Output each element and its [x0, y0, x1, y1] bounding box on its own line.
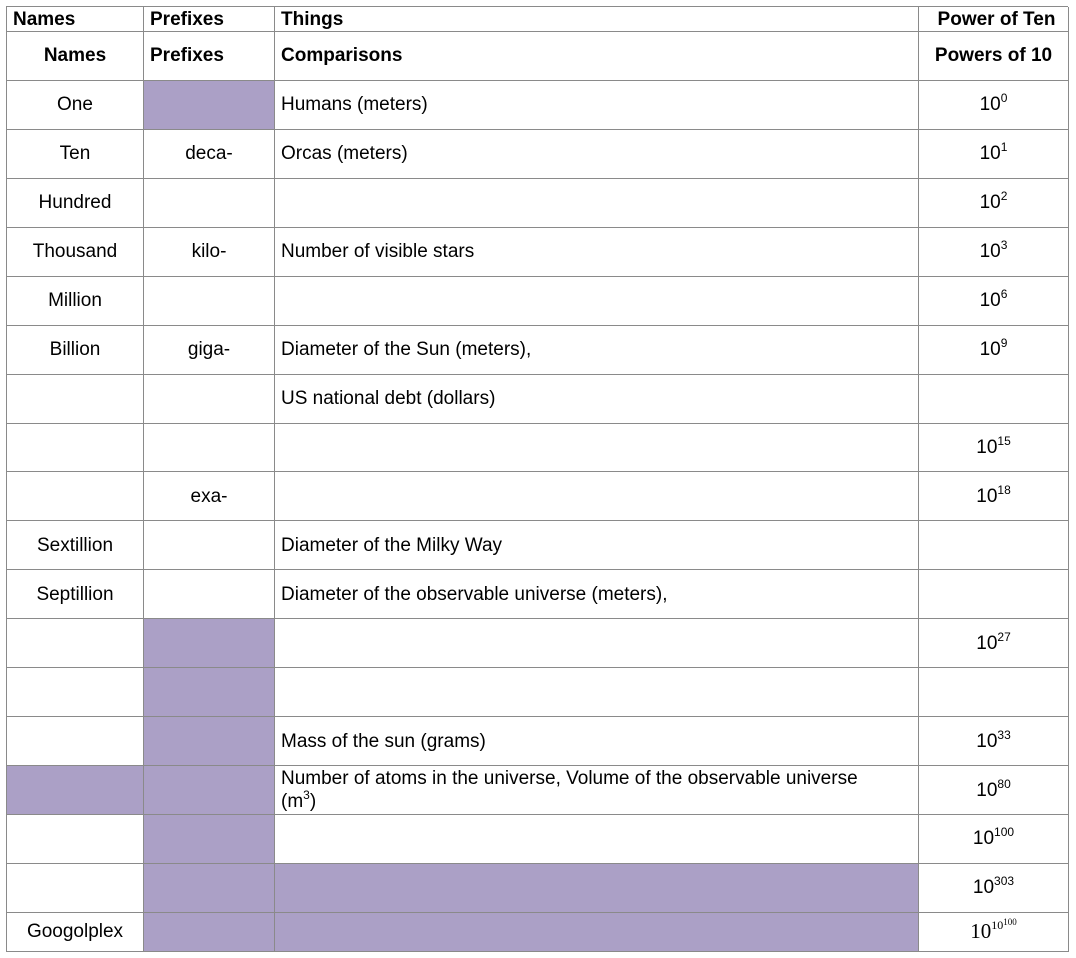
row-power: 10 $^3$: [919, 228, 1069, 277]
row-prefix: [144, 570, 275, 619]
row-name: [7, 472, 144, 521]
row-prefix: [144, 277, 275, 326]
row-thing: Number of visible stars: [275, 228, 919, 277]
powers-of-ten-table: [6, 6, 1068, 952]
header-names: Names: [7, 32, 144, 81]
row-thing: Diameter of the observable universe (meters),: [275, 570, 919, 619]
row-thing: Mass of the sun (grams): [275, 717, 919, 766]
row-power: 10 $^{18}$: [919, 472, 1069, 521]
row-power: [919, 375, 1069, 424]
row-power: 10 $^{27}$: [919, 619, 1069, 668]
row-thing: [275, 864, 919, 913]
row-name: One: [7, 81, 144, 130]
row-name: Hundred: [7, 179, 144, 228]
row-power: 10 $^2$: [919, 179, 1069, 228]
row-thing: [275, 472, 919, 521]
row-power: 10 $^{10^{100}}$: [919, 913, 1069, 952]
row-thing: Diameter of the Sun (meters),: [275, 326, 919, 375]
row-power: 10 $^{303}$: [919, 864, 1069, 913]
row-name: Million: [7, 277, 144, 326]
row-name: [7, 766, 144, 815]
row-power: 10 $^{100}$: [919, 815, 1069, 864]
row-name: [7, 717, 144, 766]
row-name: Septillion: [7, 570, 144, 619]
row-prefix: [144, 521, 275, 570]
row-thing: Orcas (meters): [275, 130, 919, 179]
row-name: Ten: [7, 130, 144, 179]
row-name: [7, 424, 144, 473]
row-prefix: [144, 81, 275, 130]
row-power: [919, 570, 1069, 619]
row-name: Googolplex: [7, 913, 144, 952]
row-power: 10 $^{80}$: [919, 766, 1069, 815]
row-prefix: [144, 815, 275, 864]
row-prefix: [144, 668, 275, 717]
row-power: 10 $^{15}$: [919, 424, 1069, 473]
row-prefix: [144, 619, 275, 668]
row-thing: [275, 668, 919, 717]
row-power: 10 $^0$: [919, 81, 1069, 130]
row-prefix: [144, 375, 275, 424]
row-name: [7, 815, 144, 864]
row-power: 10 $^1$: [919, 130, 1069, 179]
row-name: Billion: [7, 326, 144, 375]
row-name: [7, 864, 144, 913]
row-thing: Number of atoms in the universe, Volume of the observable universe $(m^3)$: [275, 766, 919, 815]
row-power: [919, 521, 1069, 570]
row-thing: Humans (meters): [275, 81, 919, 130]
row-prefix: [144, 913, 275, 952]
header-comparisons: Comparisons: [275, 32, 919, 81]
row-thing: [275, 179, 919, 228]
row-prefix: exa-: [144, 472, 275, 521]
row-prefix: [144, 717, 275, 766]
row-prefix: kilo-: [144, 228, 275, 277]
row-thing: US national debt (dollars): [275, 375, 919, 424]
row-prefix: deca-: [144, 130, 275, 179]
row-power: [919, 668, 1069, 717]
row-name: Sextillion: [7, 521, 144, 570]
row-prefix: [144, 179, 275, 228]
row-name: Thousand: [7, 228, 144, 277]
row-power: 10 $^9$: [919, 326, 1069, 375]
row-name: [7, 668, 144, 717]
header-prefixes: Prefixes: [144, 32, 275, 81]
top-header-things: Things: [275, 7, 919, 32]
row-thing: [275, 619, 919, 668]
row-power: 10 $^6$: [919, 277, 1069, 326]
row-name: [7, 619, 144, 668]
row-thing: [275, 277, 919, 326]
top-header-prefixes: Prefixes: [144, 7, 275, 32]
row-thing: [275, 913, 919, 952]
row-thing: Diameter of the Milky Way: [275, 521, 919, 570]
row-prefix: [144, 766, 275, 815]
row-prefix: giga-: [144, 326, 275, 375]
row-thing: [275, 424, 919, 473]
header-powers: Powers of 10: [919, 32, 1069, 81]
row-name: [7, 375, 144, 424]
top-header-power: Power of Ten: [919, 7, 1069, 32]
row-prefix: [144, 424, 275, 473]
row-thing: [275, 815, 919, 864]
top-header-names: Names: [7, 7, 144, 32]
row-power: 10 $^{33}$: [919, 717, 1069, 766]
row-prefix: [144, 864, 275, 913]
